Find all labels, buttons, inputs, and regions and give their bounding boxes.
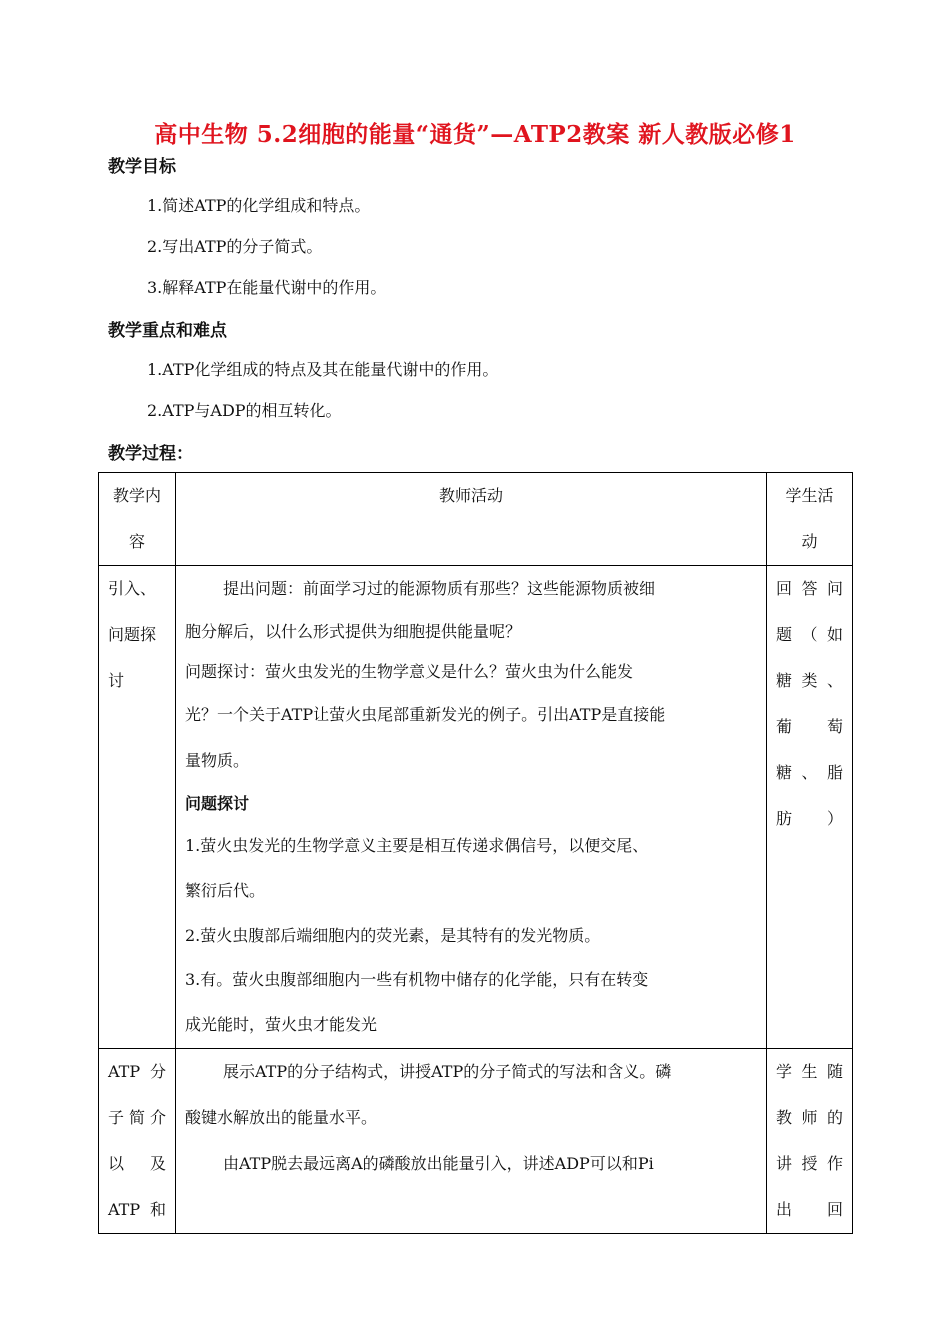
teacher-line: 3.有。萤火虫腹部细胞内一些有机物中储存的化学能，只有在转变 [185,970,649,989]
student-line: 葡 萄 [776,717,843,736]
student-line: 题（如 [776,625,843,644]
keypoint-item: 1.ATP化学组成的特点及其在能量代谢中的作用。 [147,360,499,379]
teacher-line: 提出问题：前面学习过的能源物质有那些？这些能源物质被细 [223,579,656,598]
teacher-line: 繁衍后代。 [185,881,266,900]
content-line: 子简介 [108,1108,166,1127]
teacher-subheading: 问题探讨 [185,794,250,813]
header-teacher-cell [176,473,767,566]
objective-item: 3.解释ATP在能量代谢中的作用。 [147,278,387,297]
teacher-activity-cell [176,1049,767,1234]
header-student-label: 动 [801,532,818,551]
table-row [99,566,853,1049]
student-line: 学生随 [776,1062,843,1081]
teacher-line: 由ATP脱去最远离A的磷酸放出能量引入，讲述ADP可以和Pi [223,1154,654,1173]
header-student-cell [767,473,853,566]
header-content-cell [99,473,176,566]
content-line: ATP 和 [108,1200,166,1219]
teacher-line: 光？一个关于ATP让萤火虫尾部重新发光的例子。引出ATP是直接能 [185,705,666,724]
student-line: 回答问 [776,579,843,598]
teacher-line: 量物质。 [185,751,250,770]
student-line: 糖类、 [776,671,843,690]
process-heading: 教学过程： [108,444,193,464]
teacher-line: 2.萤火虫腹部后端细胞内的荧光素，是其特有的发光物质。 [185,926,601,945]
teacher-line: 胞分解后，以什么形式提供为细胞提供能量呢？ [185,622,522,641]
objectives-heading: 教学目标 [108,157,176,177]
teacher-line: 成光能时，萤火虫才能发光 [185,1015,378,1034]
objective-item: 1.简述ATP的化学组成和特点。 [147,196,371,215]
student-activity-cell [767,566,853,1049]
keypoint-item: 2.ATP与ADP的相互转化。 [147,401,342,420]
content-line: 问题探 [108,625,157,644]
content-line: ATP 分 [108,1062,166,1081]
student-line: 糖、脂 [776,763,843,782]
table-header-row [99,473,853,566]
content-line: 讨 [108,671,125,690]
teacher-line: 展示ATP的分子结构式，讲授ATP的分子简式的写法和含义。磷 [223,1062,672,1081]
page-title: 高中生物 5.2细胞的能量“通货”—ATP2教案 新人教版必修1 [154,121,796,148]
header-student-label: 学生活 [785,486,834,505]
table-row [99,1049,853,1234]
process-table [98,472,853,1234]
content-line: 以 及 [108,1154,166,1173]
header-content-label: 教学内 [112,486,161,505]
header-content-label: 容 [128,532,145,551]
keypoints-heading: 教学重点和难点 [108,321,227,341]
teacher-line: 酸键水解放出的能量水平。 [185,1108,378,1127]
header-teacher-label: 教师活动 [438,486,503,505]
teacher-line: 1.萤火虫发光的生物学意义主要是相互传递求偶信号，以便交尾、 [185,836,649,855]
content-cell [99,566,176,1049]
student-line: 教师的 [776,1108,843,1127]
student-activity-cell [767,1049,853,1234]
student-line: 讲授作 [776,1154,843,1173]
teacher-line: 问题探讨：萤火虫发光的生物学意义是什么？萤火虫为什么能发 [185,662,634,681]
student-line: 出 回 [776,1200,843,1219]
objective-item: 2.写出ATP的分子简式。 [147,237,323,256]
content-line: 引入、 [108,579,157,598]
student-line: 肪） [776,809,843,828]
teacher-activity-cell [176,566,767,1049]
content-cell [99,1049,176,1234]
